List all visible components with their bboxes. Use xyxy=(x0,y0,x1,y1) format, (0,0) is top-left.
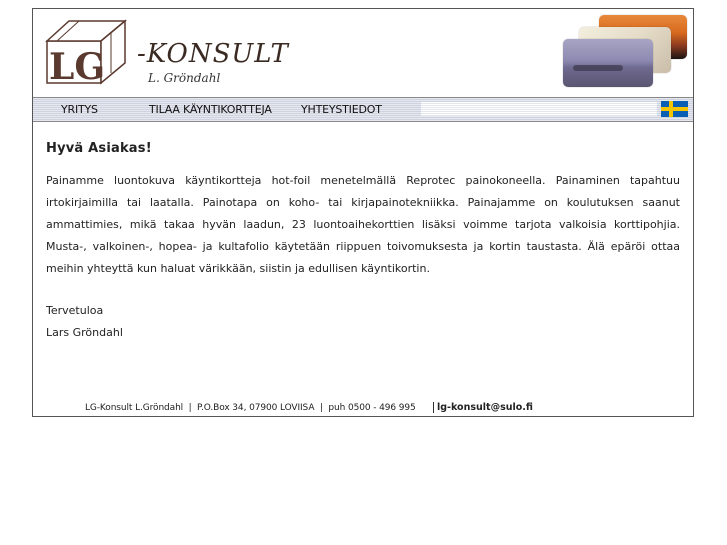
header xyxy=(33,9,693,97)
greeting-text: Tervetuloa xyxy=(46,304,104,317)
signature-block xyxy=(46,300,680,344)
brand-title: -KONSULT xyxy=(137,39,289,69)
footer xyxy=(33,399,693,416)
lg-logo xyxy=(43,17,129,85)
footer-email-link[interactable]: lg-konsult@sulo.fi xyxy=(433,402,533,413)
page-frame xyxy=(32,8,694,417)
nav-item-yritys[interactable]: YRITYS xyxy=(61,103,98,116)
brand-owner: L. Gröndahl xyxy=(148,71,221,85)
nav-decoration xyxy=(421,102,657,116)
main-nav xyxy=(33,97,693,122)
card-photos xyxy=(561,15,691,93)
page-heading: Hyvä Asiakas! xyxy=(46,141,152,156)
lake-card-photo xyxy=(563,39,653,87)
main-content xyxy=(46,141,680,344)
nav-item-yhteystiedot[interactable]: YHTEYSTIEDOT xyxy=(301,103,382,116)
footer-address: LG-Konsult L.Gröndahl | P.O.Box 34, 07900 LOVIISA | puh 0500 - 496 995 xyxy=(85,403,416,413)
logo-lettering: LG xyxy=(49,46,106,85)
signature-name: Lars Gröndahl xyxy=(46,326,123,339)
nav-item-tilaa[interactable]: TILAA KÄYNTIKORTTEJA xyxy=(149,103,272,116)
swedish-flag-icon[interactable] xyxy=(661,101,688,117)
intro-paragraph: Painamme luontokuva käyntikortteja hot-foil menetelmällä Reprotec painokoneella. Painaminen tapahtuu irtokirjaimilla tai laatalla. Painotapa on koho- tai kirjapainotekniikka. Painajamme on koulutuksen saanut ammattimies, mikä takaa hyvän laadun, 23 luontoaihekorttien lisäksi voimme tarjota valkoisia korttipohjia. Musta-, valkoinen-, hopea- ja kultafolio käytetään riippuen toivomuksesta ja kortin taustasta. Älä epäröi ottaa meihin yhteyttä kun haluat värikkään, siistin ja edullisen käyntikortin. xyxy=(46,174,680,275)
